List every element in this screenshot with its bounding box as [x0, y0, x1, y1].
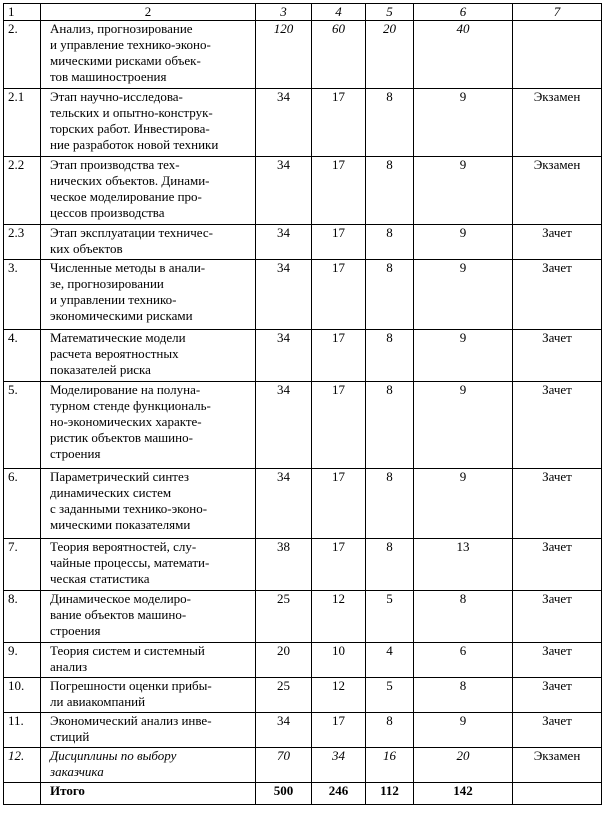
header-col-3: 3: [256, 4, 312, 21]
assessment-type: Экзамен: [513, 89, 602, 157]
assessment-type: Зачет: [513, 643, 602, 678]
assessment-type: Зачет: [513, 713, 602, 748]
discipline-name: Моделирование на полуна- турном стенде функциональ- но-экономических характе- ристик объектов машино- строения: [41, 382, 256, 469]
hours-self-study: 20: [414, 748, 513, 783]
row-number: 8.: [4, 591, 41, 643]
assessment-type: [513, 21, 602, 89]
hours-self-study: 8: [414, 678, 513, 713]
discipline-name: Итого: [41, 783, 256, 805]
hours-practice: 8: [366, 382, 414, 469]
hours-self-study: 13: [414, 539, 513, 591]
hours-total: 34: [256, 89, 312, 157]
curriculum-table: [3, 3, 602, 805]
table-row: [4, 382, 602, 469]
hours-lectures: 246: [312, 783, 366, 805]
row-number: 2.2: [4, 157, 41, 225]
header-col-4: 4: [312, 4, 366, 21]
hours-lectures: 17: [312, 260, 366, 330]
hours-total: 500: [256, 783, 312, 805]
row-number: 2.1: [4, 89, 41, 157]
hours-lectures: 17: [312, 382, 366, 469]
hours-total: 34: [256, 382, 312, 469]
row-number: 4.: [4, 330, 41, 382]
hours-self-study: 40: [414, 21, 513, 89]
discipline-name: Математические модели расчета вероятностных показателей риска: [41, 330, 256, 382]
table-row: [4, 330, 602, 382]
hours-lectures: 17: [312, 330, 366, 382]
hours-lectures: 17: [312, 89, 366, 157]
hours-total: 34: [256, 713, 312, 748]
hours-total: 120: [256, 21, 312, 89]
hours-lectures: 17: [312, 539, 366, 591]
header-col-7: 7: [513, 4, 602, 21]
hours-practice: 8: [366, 330, 414, 382]
hours-lectures: 10: [312, 643, 366, 678]
discipline-name: Анализ, прогнозирование и управление технико-эконо- мическими рисками объек- тов машиностроения: [41, 21, 256, 89]
table-row: [4, 225, 602, 260]
header-col-1: 1: [4, 4, 41, 21]
hours-practice: 5: [366, 678, 414, 713]
hours-lectures: 60: [312, 21, 366, 89]
table-row: [4, 643, 602, 678]
hours-self-study: 9: [414, 89, 513, 157]
assessment-type: Зачет: [513, 678, 602, 713]
hours-practice: 8: [366, 260, 414, 330]
hours-self-study: 9: [414, 260, 513, 330]
table-row: [4, 539, 602, 591]
assessment-type: [513, 783, 602, 805]
table-row: [4, 260, 602, 330]
hours-total: 34: [256, 330, 312, 382]
hours-total: 34: [256, 157, 312, 225]
hours-practice: 5: [366, 591, 414, 643]
table-row: [4, 21, 602, 89]
hours-self-study: 9: [414, 382, 513, 469]
assessment-type: Зачет: [513, 469, 602, 539]
assessment-type: Экзамен: [513, 748, 602, 783]
hours-lectures: 17: [312, 225, 366, 260]
discipline-name: Этап эксплуатации техничес- ких объектов: [41, 225, 256, 260]
hours-lectures: 34: [312, 748, 366, 783]
assessment-type: Зачет: [513, 591, 602, 643]
hours-total: 70: [256, 748, 312, 783]
header-col-5: 5: [366, 4, 414, 21]
hours-practice: 8: [366, 713, 414, 748]
discipline-name: Динамическое моделиро- вание объектов машино- строения: [41, 591, 256, 643]
hours-self-study: 9: [414, 157, 513, 225]
hours-total: 34: [256, 225, 312, 260]
hours-lectures: 12: [312, 591, 366, 643]
assessment-type: Зачет: [513, 260, 602, 330]
row-number: 2.3: [4, 225, 41, 260]
table-row: [4, 157, 602, 225]
row-number: 11.: [4, 713, 41, 748]
hours-self-study: 8: [414, 591, 513, 643]
hours-self-study: 142: [414, 783, 513, 805]
row-number: 6.: [4, 469, 41, 539]
discipline-name: Теория вероятностей, слу- чайные процессы, математи- ческая статистика: [41, 539, 256, 591]
table-row: [4, 713, 602, 748]
table-row: [4, 748, 602, 783]
hours-practice: 16: [366, 748, 414, 783]
hours-self-study: 6: [414, 643, 513, 678]
hours-total: 34: [256, 469, 312, 539]
row-number: 7.: [4, 539, 41, 591]
hours-lectures: 12: [312, 678, 366, 713]
discipline-name: Этап производства тех- нических объектов. Динами- ческое моделирование про- цессов производства: [41, 157, 256, 225]
hours-self-study: 9: [414, 330, 513, 382]
row-number: 2.: [4, 21, 41, 89]
hours-practice: 8: [366, 89, 414, 157]
hours-total: 38: [256, 539, 312, 591]
header-col-6: 6: [414, 4, 513, 21]
row-number: 9.: [4, 643, 41, 678]
header-col-2: 2: [41, 4, 256, 21]
hours-practice: 112: [366, 783, 414, 805]
hours-practice: 20: [366, 21, 414, 89]
hours-total: 34: [256, 260, 312, 330]
assessment-type: Зачет: [513, 539, 602, 591]
hours-lectures: 17: [312, 469, 366, 539]
hours-practice: 8: [366, 225, 414, 260]
hours-practice: 8: [366, 469, 414, 539]
hours-self-study: 9: [414, 469, 513, 539]
table-row: [4, 783, 602, 805]
discipline-name: Численные методы в анали- зе, прогнозировании и управлении технико- экономическими рисками: [41, 260, 256, 330]
hours-practice: 8: [366, 157, 414, 225]
discipline-name: Теория систем и системный анализ: [41, 643, 256, 678]
hours-total: 20: [256, 643, 312, 678]
hours-practice: 4: [366, 643, 414, 678]
row-number: 3.: [4, 260, 41, 330]
row-number: 5.: [4, 382, 41, 469]
table-row: [4, 678, 602, 713]
assessment-type: Зачет: [513, 330, 602, 382]
table-row: [4, 591, 602, 643]
row-number: 12.: [4, 748, 41, 783]
discipline-name: Дисциплины по выбору заказчика: [41, 748, 256, 783]
table-row: [4, 469, 602, 539]
row-number: [4, 783, 41, 805]
hours-total: 25: [256, 678, 312, 713]
hours-self-study: 9: [414, 225, 513, 260]
hours-self-study: 9: [414, 713, 513, 748]
table-row: [4, 89, 602, 157]
hours-lectures: 17: [312, 713, 366, 748]
assessment-type: Зачет: [513, 382, 602, 469]
hours-total: 25: [256, 591, 312, 643]
discipline-name: Параметрический синтез динамических систем с заданными технико-эконо- мическими показателями: [41, 469, 256, 539]
hours-practice: 8: [366, 539, 414, 591]
row-number: 10.: [4, 678, 41, 713]
assessment-type: Зачет: [513, 225, 602, 260]
discipline-name: Погрешности оценки прибы- ли авиакомпаний: [41, 678, 256, 713]
header-row: [4, 4, 602, 21]
discipline-name: Этап научно-исследова- тельских и опытно-конструк- торских работ. Инвестирова- ние разработок новой техники: [41, 89, 256, 157]
hours-lectures: 17: [312, 157, 366, 225]
assessment-type: Экзамен: [513, 157, 602, 225]
discipline-name: Экономический анализ инве- стиций: [41, 713, 256, 748]
